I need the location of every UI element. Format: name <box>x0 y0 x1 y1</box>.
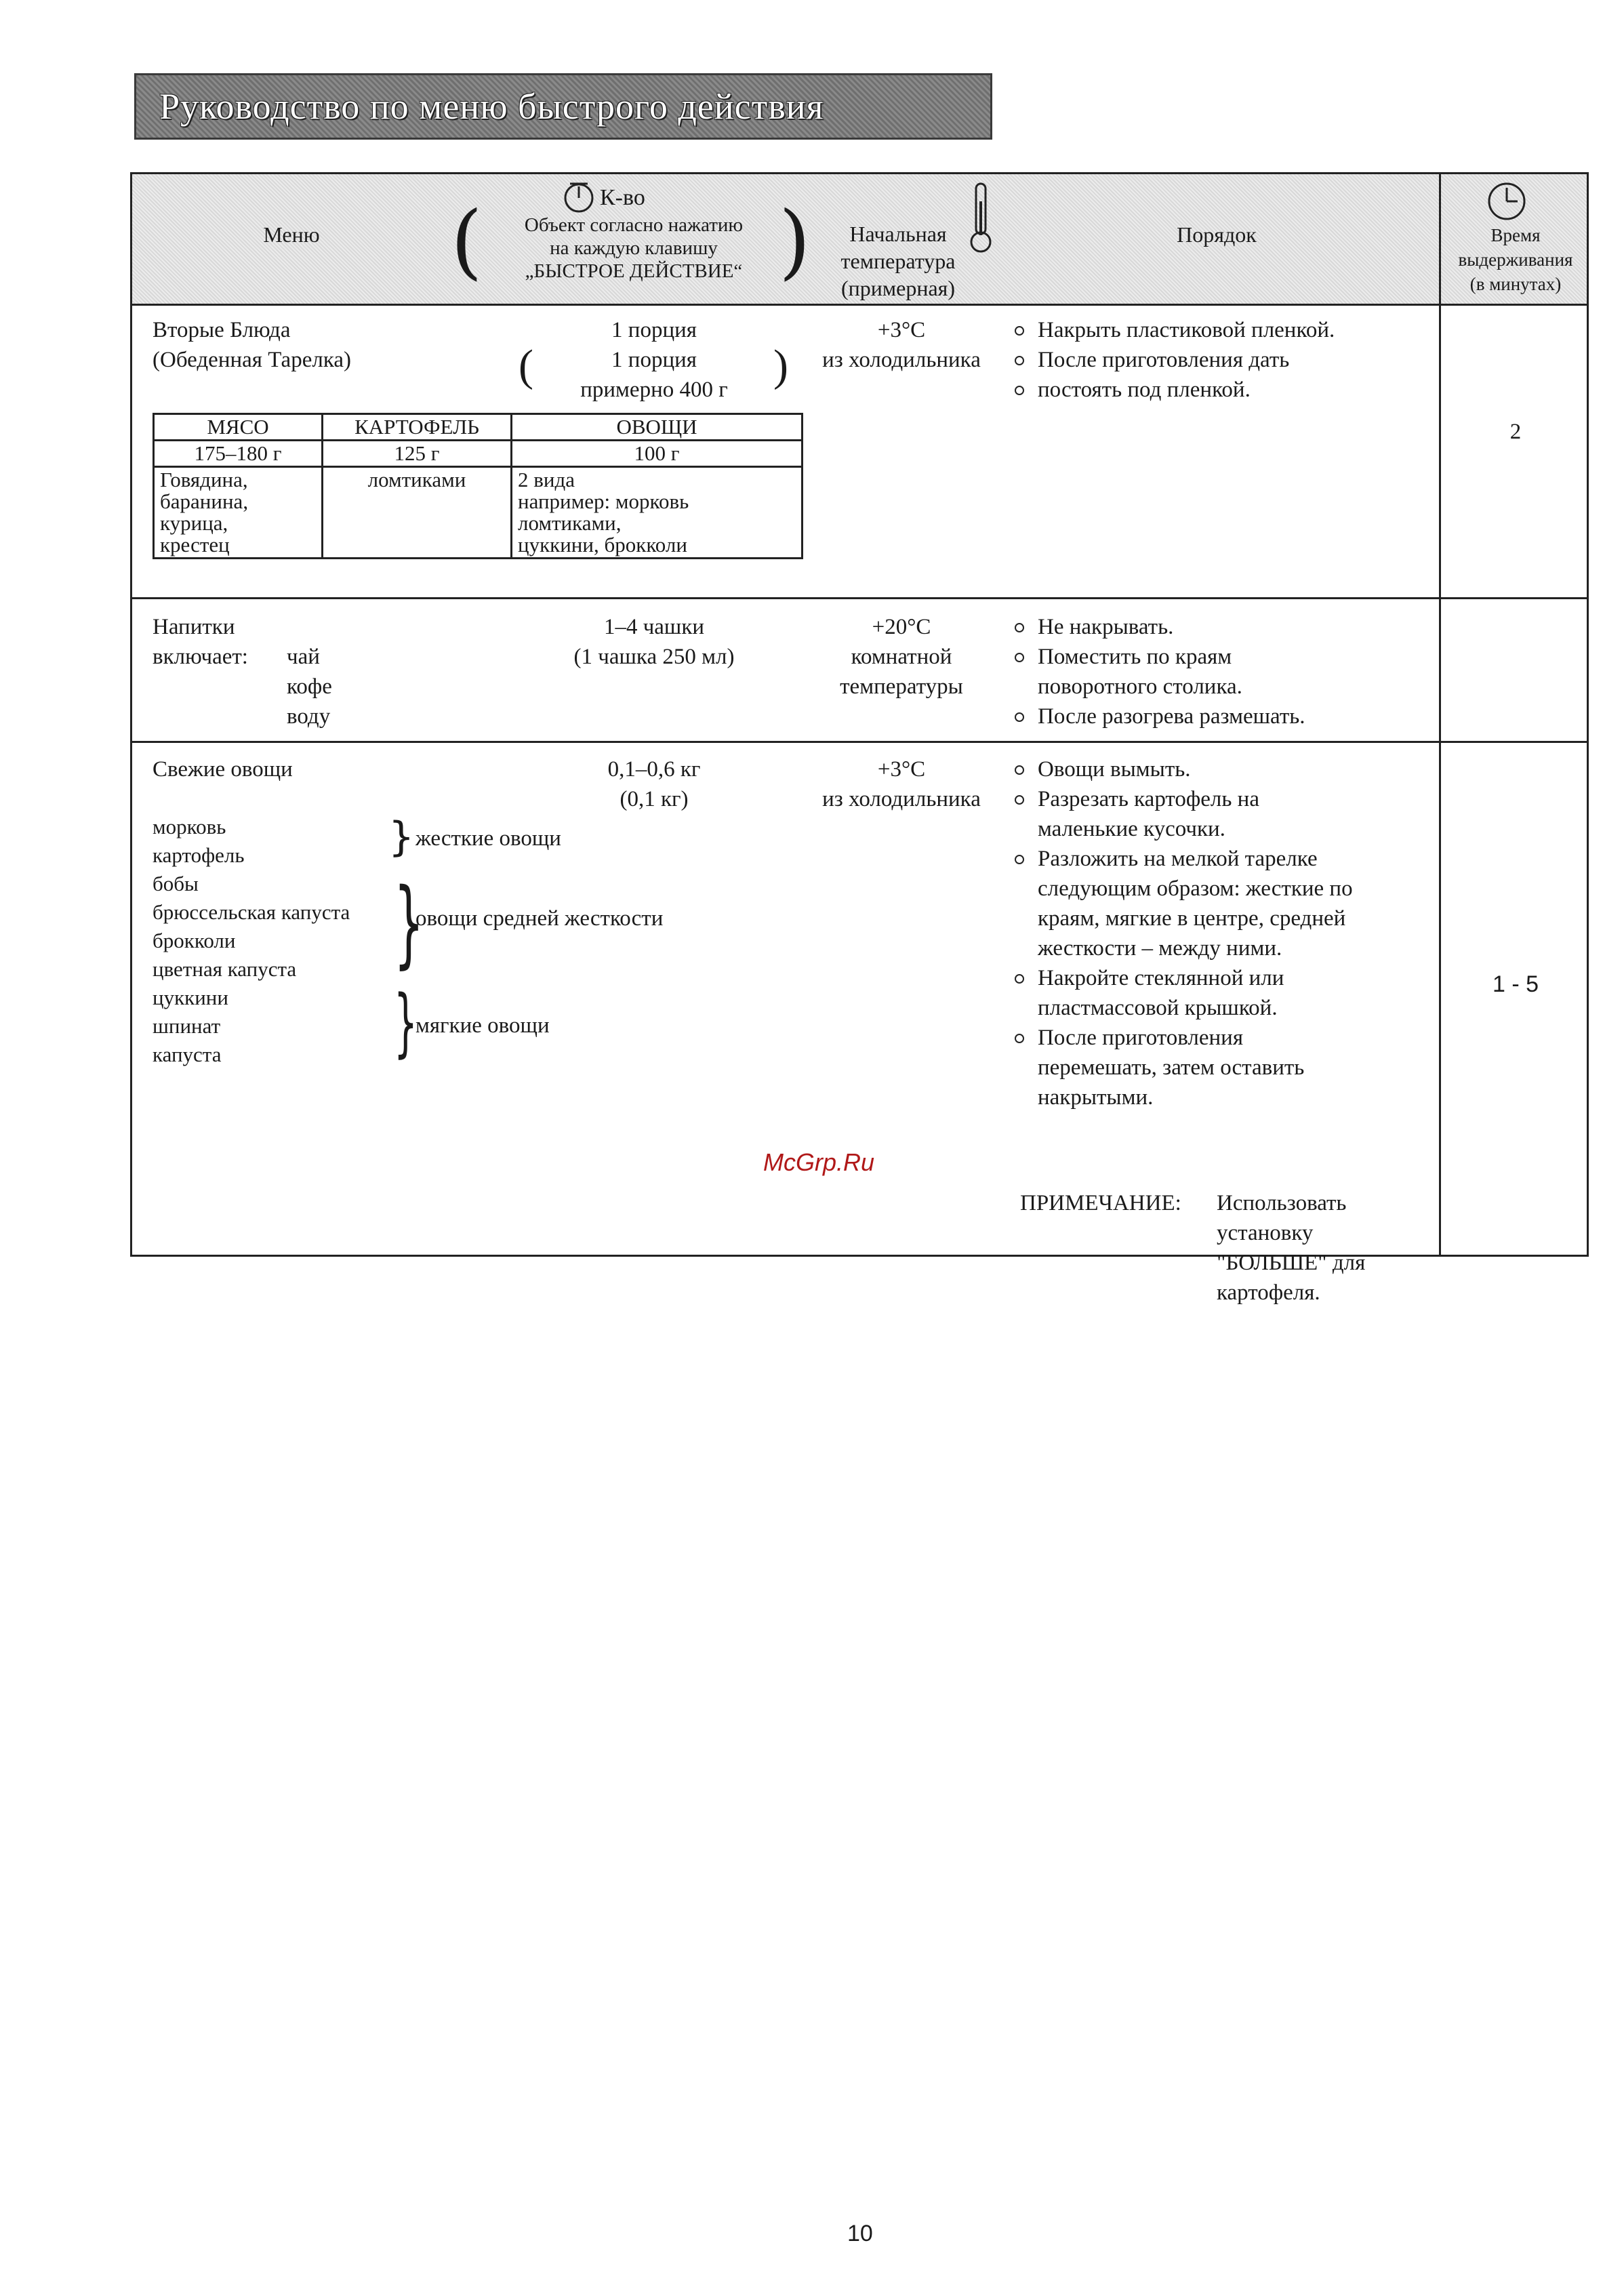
veg-label-hard: жесткие овощи <box>415 826 561 851</box>
list-item: Разрезать картофель на маленькие кусочки. <box>1011 784 1444 844</box>
page-number: 10 <box>847 2221 873 2246</box>
drinks-temp: +20°C комнатной температуры <box>840 615 963 699</box>
list-item: Накройте стеклянной или пластмассовой крышкой. <box>1011 963 1444 1023</box>
veg-group-medium: бобы брюссельская капуста брокколи цветная капуста <box>153 872 350 981</box>
thermometer-icon <box>967 181 994 256</box>
drinks-menu1: Напитки <box>153 615 235 639</box>
timer-icon <box>562 181 596 215</box>
list-item: Поместить по краям поворотного столика. <box>1011 642 1444 702</box>
veg-group-soft: цуккини шпинат капуста <box>153 986 228 1066</box>
left-paren: ( <box>451 195 483 289</box>
dishes-qty2: 1 порция примерно 400 г <box>580 348 728 402</box>
page-title-bar <box>134 73 992 140</box>
header-menu: Меню <box>263 222 320 247</box>
veg-qty: 0,1–0,6 кг (0,1 кг) <box>607 757 701 811</box>
sub-w-meat: 175–180 г <box>154 441 323 467</box>
sub-d-potato: ломтиками <box>323 467 512 559</box>
drinks-menu2: включает: <box>153 645 248 669</box>
quick-menu-table <box>130 172 1589 1305</box>
drinks-items: чай кофе воду <box>287 645 332 729</box>
page-title: Руководство по меню быстрого действия <box>159 86 824 127</box>
row-divider-1 <box>132 597 1587 599</box>
dishes-menu: Вторые Блюда (Обеденная Тарелка) <box>153 318 351 372</box>
dishes-time: 2 <box>1509 420 1522 444</box>
brace-medium: } <box>394 868 424 979</box>
drinks-steps <box>1011 612 1444 731</box>
veg-label-medium: овощи средней жесткости <box>415 906 664 931</box>
sub-w-veg: 100 г <box>512 441 803 467</box>
sub-h-meat: МЯСО <box>154 414 323 441</box>
list-item: Овощи вымыть. <box>1011 754 1444 784</box>
dishes-qty-lparen: ( <box>519 341 533 390</box>
drinks-qty: 1–4 чашки (1 чашка 250 мл) <box>573 615 735 669</box>
veg-steps <box>1011 754 1444 1112</box>
veg-group-hard: морковь картофель <box>153 815 245 867</box>
list-item: Не накрывать. <box>1011 612 1444 642</box>
list-item: После приготовления перемешать, затем оставить накрытыми. <box>1011 1023 1444 1112</box>
brace-hard: } <box>388 813 415 861</box>
header-time: Время выдерживания (в минутах) <box>1458 225 1573 294</box>
watermark-link[interactable]: McGrp.Ru <box>763 1148 875 1176</box>
veg-temp: +3°C из холодильника <box>822 757 981 811</box>
list-item-continued: постоять под пленкой. <box>1011 375 1444 405</box>
header-qty-sub: Объект согласно нажатию на каждую клавишу „БЫСТРОЕ ДЕЙСТВИЕ“ <box>524 214 744 282</box>
sub-d-veg: 2 вида например: морковь ломтиками, цуккини, брокколи <box>512 467 803 559</box>
dishes-steps <box>1011 315 1444 405</box>
dishes-subtable <box>153 413 803 559</box>
sub-w-potato: 125 г <box>323 441 512 467</box>
veg-label-soft: мягкие овощи <box>415 1013 550 1038</box>
list-item: После приготовления дать <box>1011 345 1444 375</box>
sub-d-meat: Говядина, баранина, курица, крестец <box>154 467 323 559</box>
header-qty-title: К-во <box>600 185 645 210</box>
veg-note-text: Использовать установку "БОЛЬШЕ" для картофеля. <box>1217 1191 1366 1305</box>
header-temp: Начальная температура (примерная) <box>840 222 956 300</box>
dishes-qty-rparen: ) <box>773 341 788 390</box>
brace-soft: } <box>394 979 418 1066</box>
right-paren: ) <box>779 195 811 289</box>
row-divider-2 <box>132 741 1587 743</box>
sub-h-potato: КАРТОФЕЛЬ <box>323 414 512 441</box>
dishes-temp: +3°C из холодильника <box>822 318 981 372</box>
veg-note-label: ПРИМЕЧАНИЕ: <box>1020 1191 1181 1215</box>
veg-time: 1 - 5 <box>1492 971 1539 997</box>
header-order: Порядок <box>1177 222 1257 247</box>
dishes-qty1: 1 порция <box>611 318 697 342</box>
list-item: Накрыть пластиковой пленкой. <box>1011 315 1444 345</box>
list-item: Разложить на мелкой тарелке следующим образом: жесткие по краям, мягкие в центре, средней жесткости – между ними. <box>1011 844 1444 963</box>
clock-icon <box>1485 180 1528 223</box>
list-item: После разогрева размешать. <box>1011 702 1444 731</box>
veg-menu: Свежие овощи <box>153 757 293 782</box>
sub-h-veg: ОВОЩИ <box>512 414 803 441</box>
